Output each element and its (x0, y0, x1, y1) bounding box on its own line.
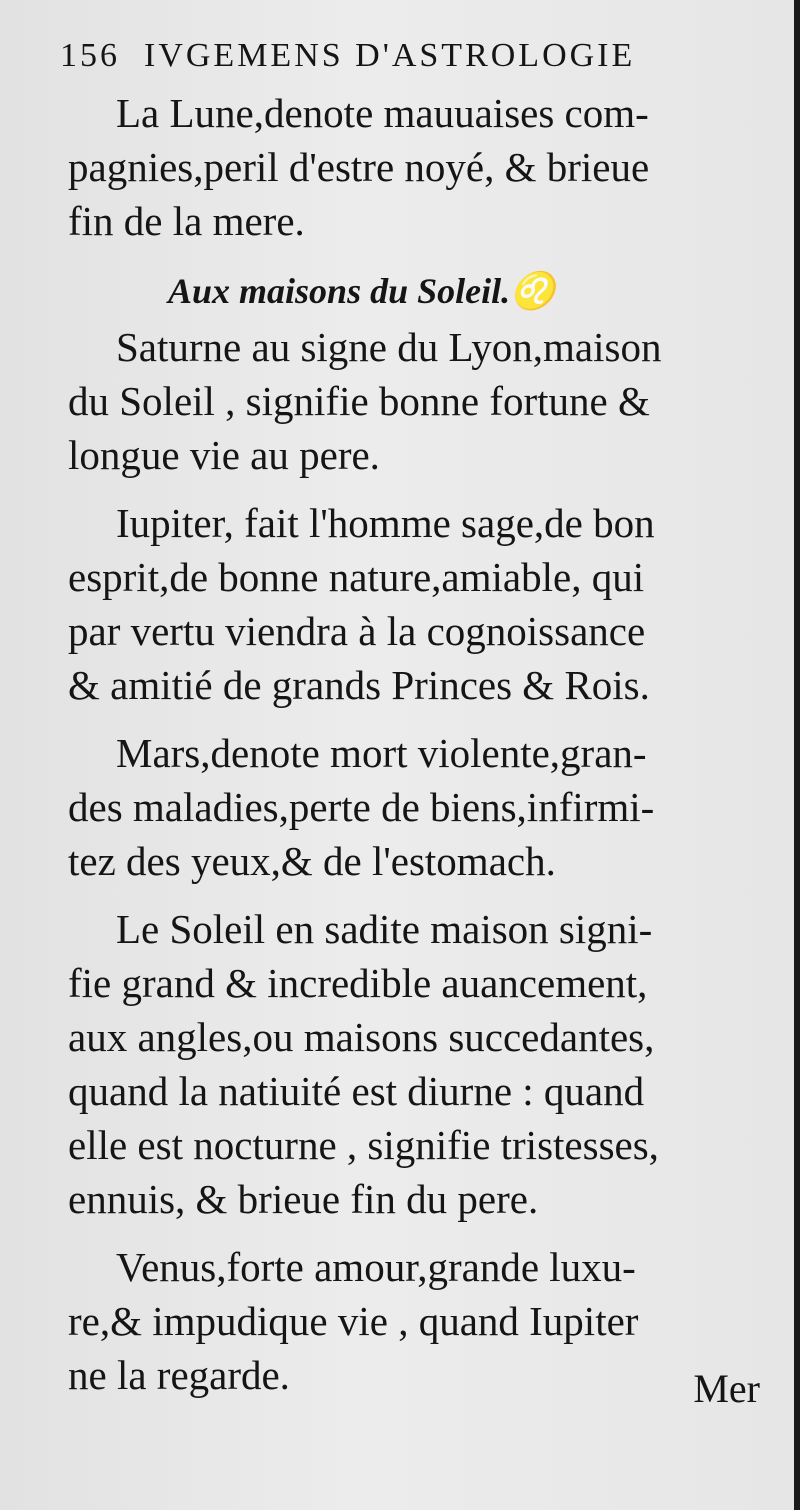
text-line: Venus,forte amour,grande luxu- (116, 1244, 636, 1290)
paragraph-sun (68, 902, 758, 1226)
text-line: aux angles,ou maisons succedantes, (68, 1014, 655, 1060)
catchword: Mer (693, 1366, 760, 1411)
paragraph-venus (68, 1240, 758, 1402)
page-number: 156 (60, 37, 120, 74)
text-line: des maladies,perte de biens,infirmi- (68, 784, 655, 830)
text-line: elle est nocturne , signifie tristesses, (68, 1122, 659, 1168)
running-title: IVGEMENS D'ASTROLOGIE (144, 37, 636, 74)
body-text (68, 86, 758, 1416)
text-line: ennuis, & brieue fin du pere. (68, 1176, 539, 1222)
text-line: & amitié de grands Princes & Rois. (68, 662, 650, 708)
paragraph-jupiter (68, 496, 758, 712)
text-line: fin de la mere. (68, 198, 305, 244)
text-line: Saturne au signe du Lyon,maison (116, 324, 662, 370)
page-edge-shadow (794, 0, 800, 1510)
paragraph-mars (68, 726, 758, 888)
text-line: Le Soleil en sadite maison signi- (116, 906, 653, 952)
text-line: Iupiter, fait l'homme sage,de bon (116, 500, 655, 546)
text-line: par vertu viendra à la cognoissance (68, 608, 646, 654)
text-line: tez des yeux,& de l'estomach. (68, 838, 556, 884)
text-line: longue vie au pere. (68, 432, 380, 478)
section-heading: Aux maisons du Soleil.♌ (168, 271, 555, 311)
paragraph-saturn (68, 320, 758, 482)
text-line: re,& impudique vie , quand Iupiter (68, 1298, 639, 1344)
text-line: du Soleil , signifie bonne fortune & (68, 378, 650, 424)
text-line: Mars,denote mort violente,gran- (116, 730, 647, 776)
running-head (60, 36, 740, 76)
text-line: La Lune,denote mauuaises com- (116, 90, 649, 136)
paragraph-moon (68, 86, 758, 248)
text-line: fie grand & incredible auancement, (68, 960, 648, 1006)
text-line: pagnies,peril d'estre noyé, & brieue (68, 144, 650, 190)
text-line: quand la natiuité est diurne : quand (68, 1068, 645, 1114)
text-line: esprit,de bonne nature,amiable, qui (68, 554, 645, 600)
text-line: ne la regarde. (68, 1352, 290, 1398)
